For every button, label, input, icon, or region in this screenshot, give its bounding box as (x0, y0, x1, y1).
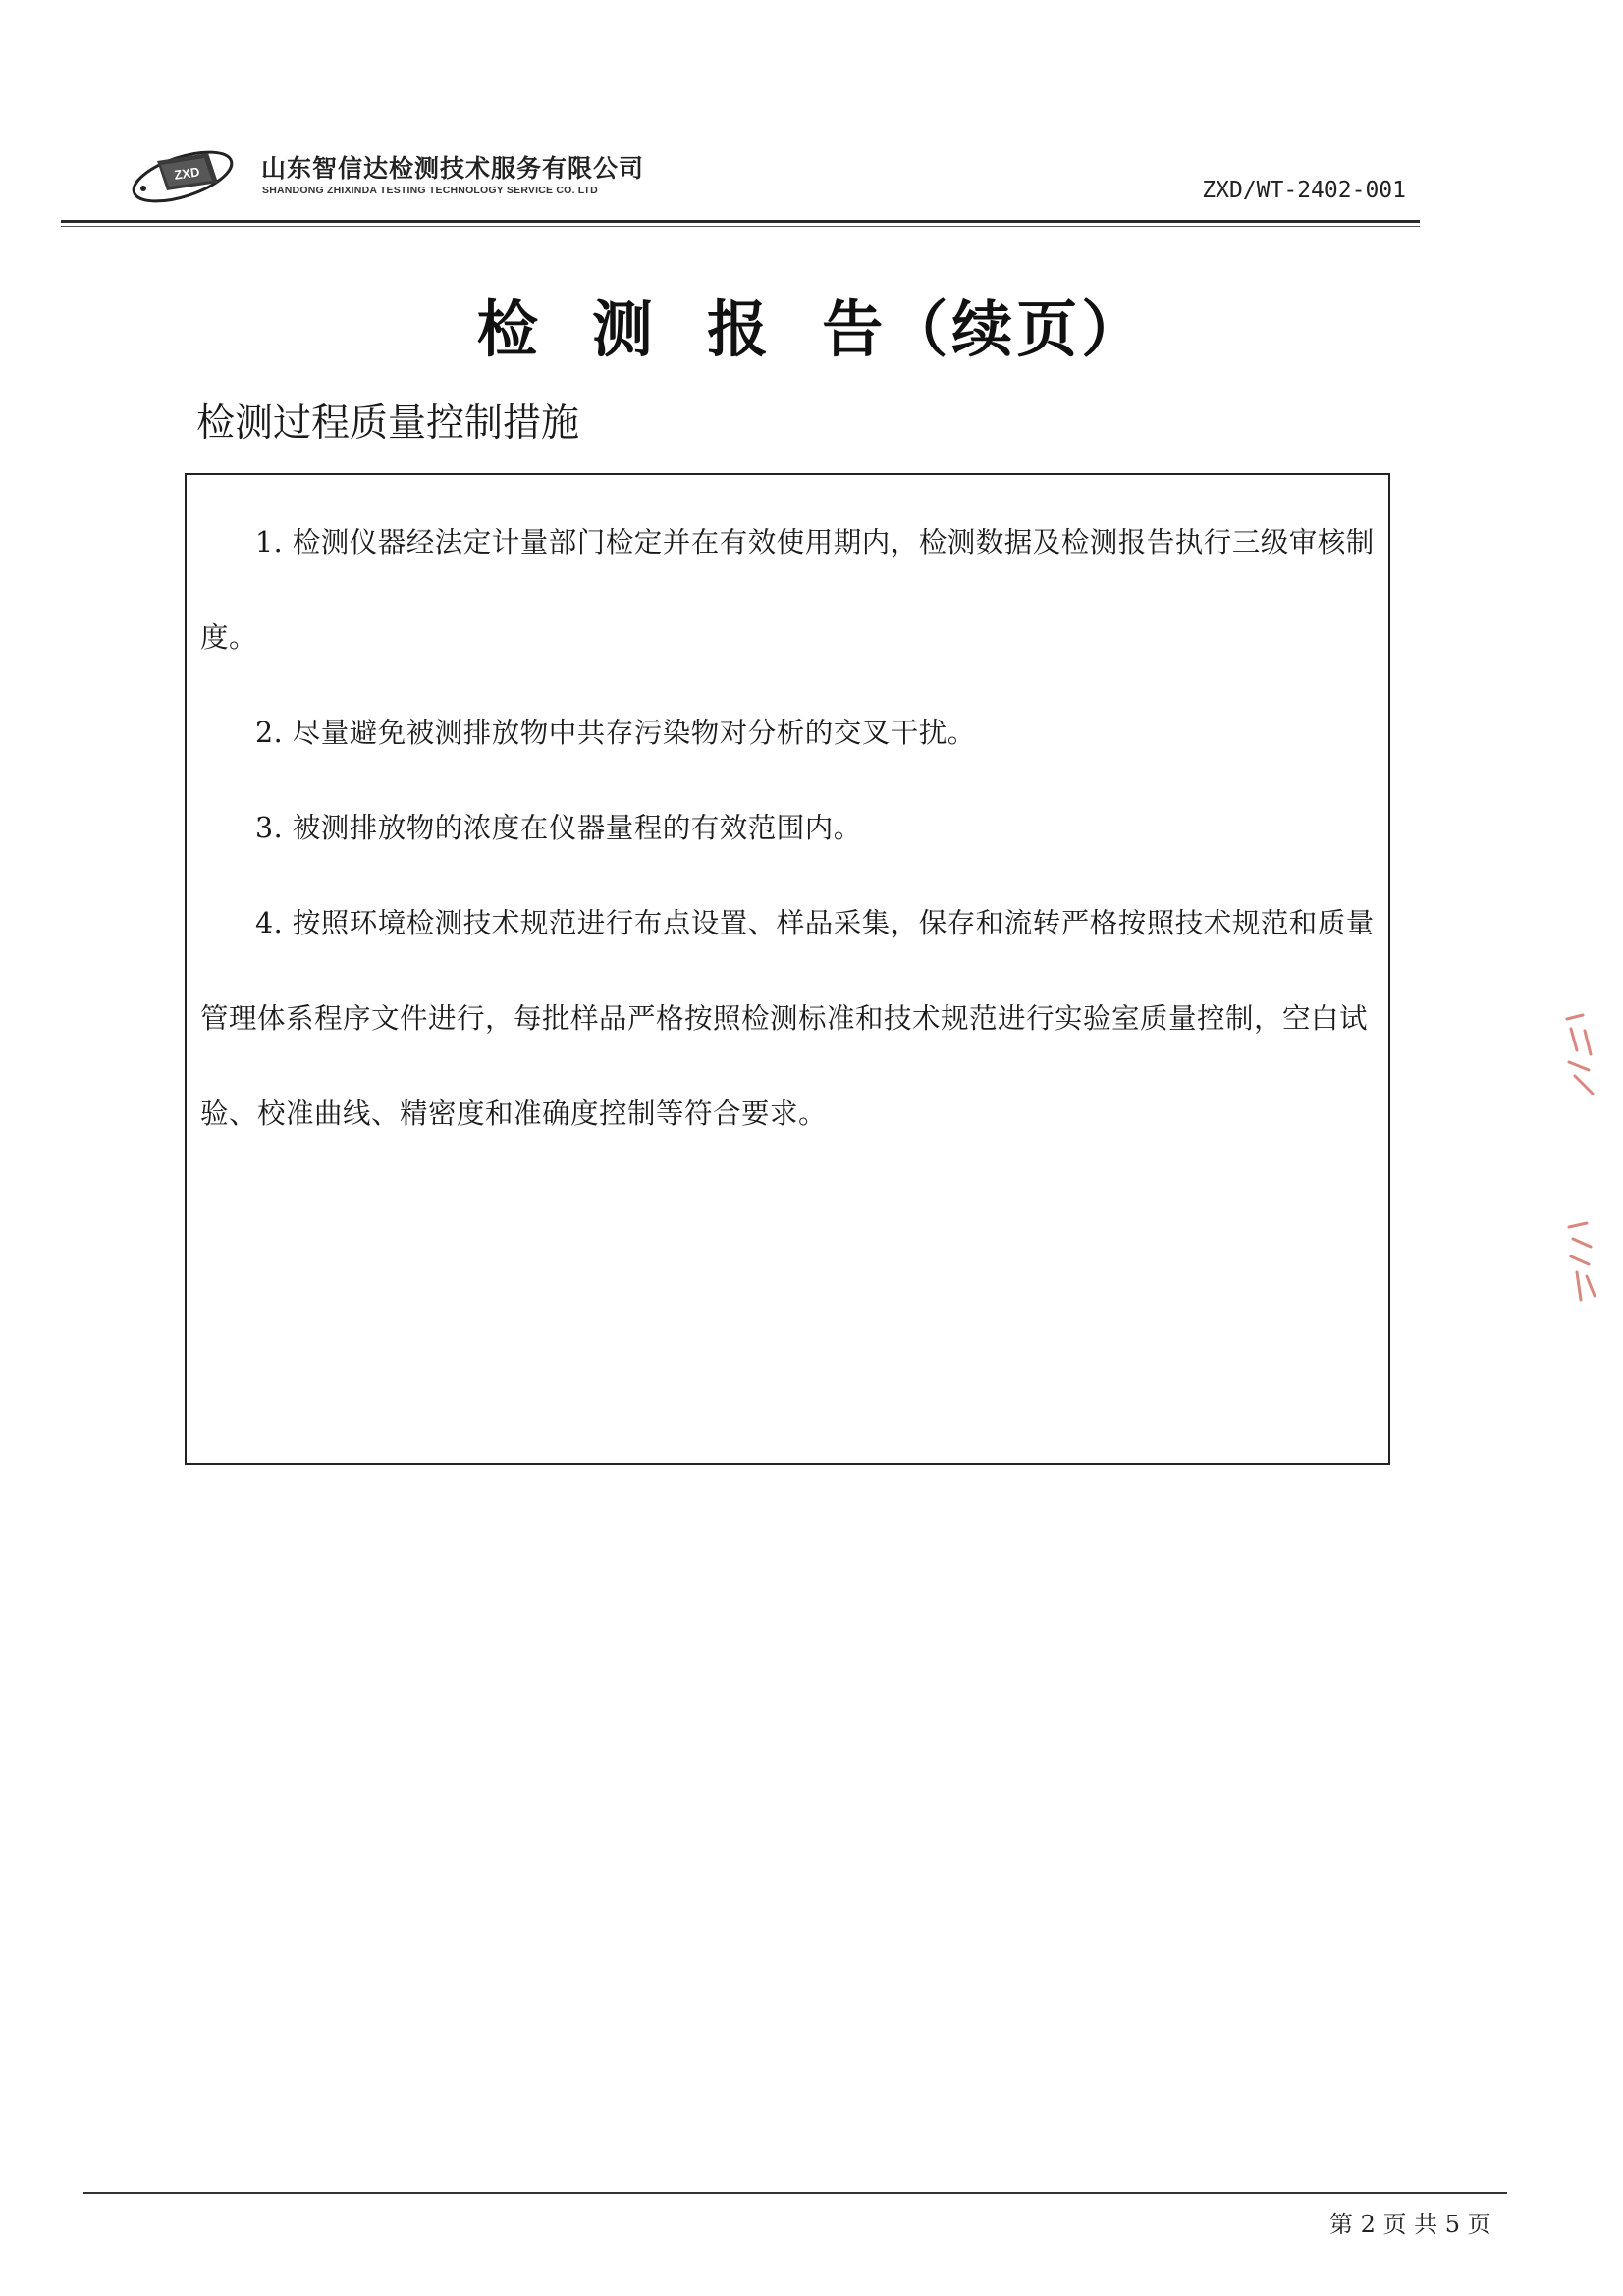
company-name-en: SHANDONG ZHIXINDA TESTING TECHNOLOGY SERVICE CO. LTD (262, 185, 598, 196)
measure-item: 1. 检测仪器经法定计量部门检定并在有效使用期内，检测数据及检测报告执行三级审核制度。 (200, 526, 1375, 654)
footer-divider (83, 2192, 1507, 2194)
page-indicator: 第 2 页 共 5 页 (1329, 2211, 1491, 2238)
seal-fragment-icon (1561, 1011, 1600, 1099)
report-number: ZXD/WT-2402-001 (1202, 178, 1406, 203)
page-title: 检 测 报 告（续页） (476, 294, 1147, 365)
page-header (128, 135, 1414, 224)
measure-item: 2. 尽量避免被测排放物中共存污染物对分析的交叉干扰。 (255, 717, 976, 749)
measure-item: 4. 按照环境检测技术规范进行布点设置、样品采集，保存和流转严格按照技术规范和质量管理体系程序文件进行，每批样品严格按照检测标准和技术规范进行实验室质量控制，空白试验、校准曲线、精密度和准确度控制等符合要求。 (200, 907, 1375, 1130)
seal-fragment-icon (1561, 1217, 1600, 1306)
header-divider (61, 220, 1420, 223)
company-name-cn: 山东智信达检测技术服务有限公司 (261, 154, 645, 183)
logo-text: ZXD (173, 164, 201, 183)
section-heading: 检测过程质量控制措施 (196, 401, 580, 446)
measures-box (185, 473, 1390, 1465)
company-logo-icon (128, 139, 243, 208)
measure-item: 3. 被测排放物的浓度在仪器量程的有效范围内。 (255, 812, 862, 844)
header-divider-thin (61, 226, 1420, 227)
